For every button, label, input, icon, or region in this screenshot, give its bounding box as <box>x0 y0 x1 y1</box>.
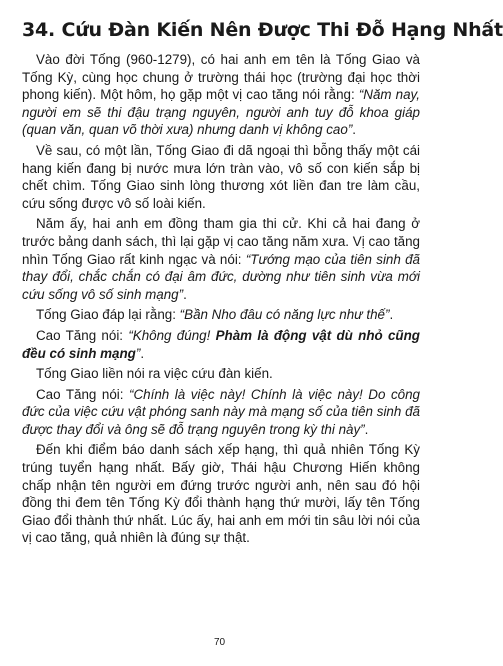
paragraph-3 <box>22 215 420 303</box>
monk-observation-quote: “Tướng mạo của tiên sinh đã thay đổi, chắc chắn có đại âm đức, dường như tiên sinh vừa mới cứu sống vô số sinh mạng” <box>22 251 420 302</box>
monk-reply-quote: “Không đúng! <box>128 327 216 343</box>
paragraph-5 <box>22 327 420 362</box>
page-number: 70 <box>213 637 226 648</box>
paragraph-4 <box>22 306 420 324</box>
paragraph-1-period: . <box>352 122 357 138</box>
paragraph-6: Tống Giao liền nói ra việc cứu đàn kiến. <box>36 366 273 382</box>
tong-giao-reply-quote: “Bần Nho đâu có năng lực như thế” <box>179 307 390 323</box>
chapter-title: 34. Cứu Đàn Kiến Nên Được Thi Đỗ Hạng Nhất <box>22 19 503 41</box>
emphasized-teaching: Phàm là động vật dù nhỏ cũng đều có sinh mạng <box>22 327 420 361</box>
quote-close: ” <box>135 345 141 361</box>
paragraph-3-text: Năm ấy, hai anh em đồng tham gia thi cử. Khi cả hai đang ở trước bảng danh sách, thì lại gặp vị cao tăng năm xưa. Vị cao tăng nhìn Tống Giao rất kinh ngạc và nói: <box>22 216 420 267</box>
paragraph-5-period: . <box>140 345 145 361</box>
paragraph-1 <box>22 51 420 139</box>
paragraph-3-period: . <box>183 286 187 302</box>
paragraph-7 <box>22 386 420 439</box>
paragraph-7-text: Cao Tăng nói: <box>36 386 130 402</box>
paragraph-4-text: Tống Giao đáp lại rằng: <box>36 307 180 323</box>
monk-confirmation-quote: “Chính là việc này! Chính là việc này! Do công đức của việc cứu vật phóng sanh này mà mạng số của tiên sinh đã được thay đổi và ông sẽ đỗ trạng nguyên trong kỳ thi này” <box>22 386 420 437</box>
paragraph-2: Về sau, có một lần, Tống Giao đi dã ngoại thì bỗng thấy một cái hang kiến đang bị nước mưa lớn tràn vào, vô số con kiến sắp bị chết chìm. Tống Giao sinh lòng thương xót liền đan tre làm cầu, cứu sống được vô số loài kiến. <box>22 142 420 211</box>
monk-prophecy-quote: “Năm nay, người em sẽ thi đậu trạng nguyên, người anh tuy đỗ khoa giáp (quan văn, quan võ thời xưa) nhưng danh vị không cao” <box>22 87 420 138</box>
paragraph-5-text: Cao Tăng nói: <box>36 327 129 343</box>
paragraph-8: Đến khi điểm báo danh sách xếp hạng, thì quả nhiên Tống Kỳ trúng tuyển hạng nhất. Bấy giờ, Thái hậu Chương Hiến không chấp nhận tên người em đứng trước người anh, nên sau đó hội đồng thi đem tên Tống Kỳ đổi thành hạng thứ mười, lấy tên Tống Giao đổi thành thứ nhất. Lúc ấy, hai anh em mới tin sâu lời nói của vị cao tăng, quả nhiên là đúng sự thật. <box>22 442 420 546</box>
paragraph-4-period: . <box>389 307 394 323</box>
story-text <box>22 51 420 550</box>
paragraph-1-text: Vào đời Tống (960-1279), có hai anh em tên là Tống Giao và Tống Kỳ, cùng học chung ở trường thái học (trường đại học thời phong kiến). Một hôm, họ gặp một vị cao tăng nói rằng: <box>22 52 420 103</box>
paragraph-7-period: . <box>364 421 369 437</box>
